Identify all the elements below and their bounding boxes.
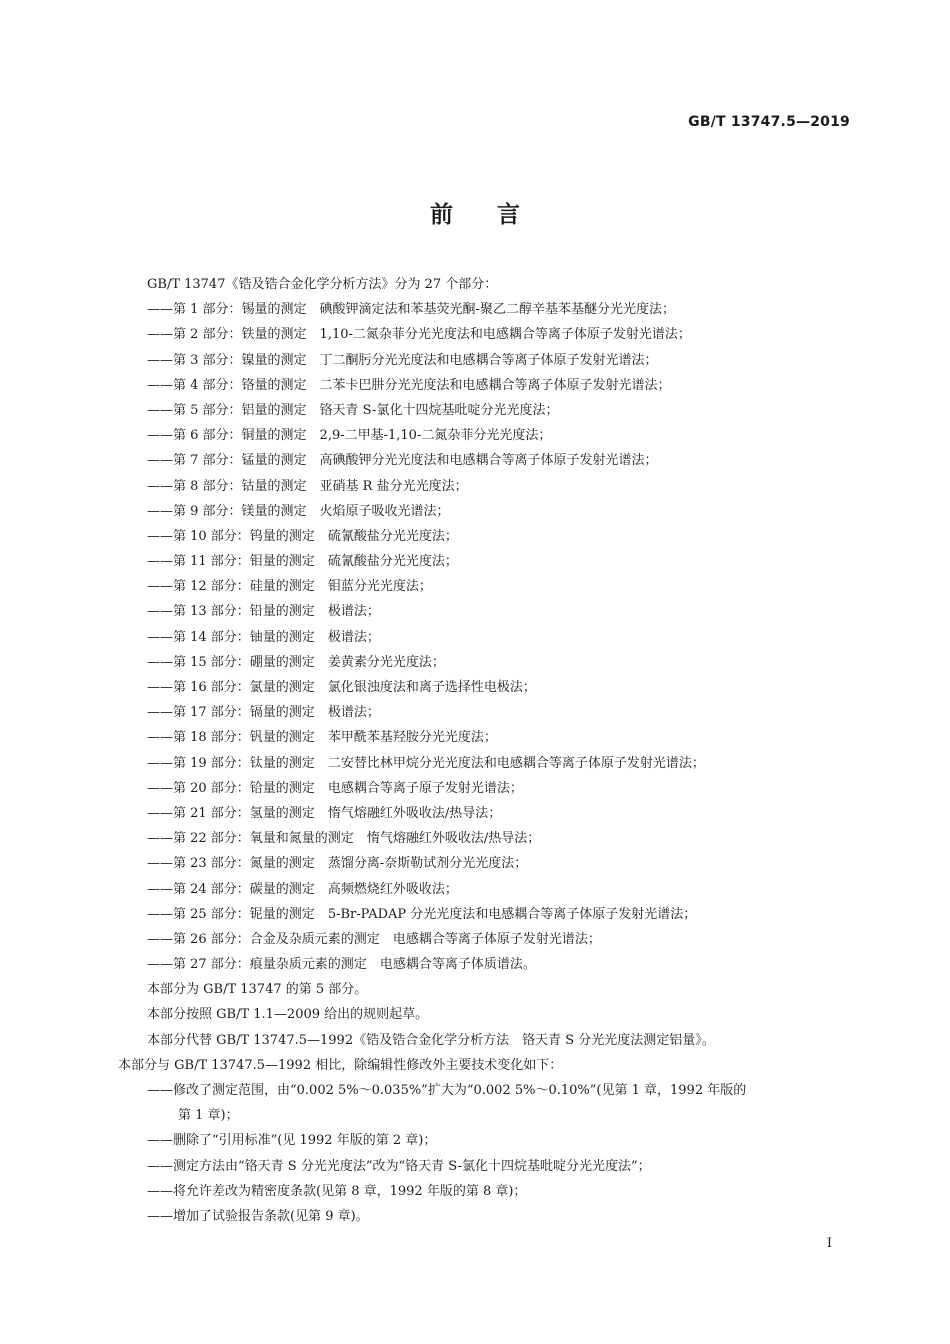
- change-item-range: ——修改了测定范围，由“0.002 5%～0.035%”扩大为“0.002 5%～0.10%”(见第 1 章，1992 年版的: [147, 1083, 747, 1098]
- part-label: ——第 5 部分：铝量的测定: [147, 402, 307, 418]
- part-list-item: [118, 348, 851, 373]
- part-label: ——第 8 部分：钴量的测定: [147, 478, 307, 494]
- replaces-statement-part-a: 本部分代替 GB/T 13747.5—1992《锆及锆合金化学分析方法: [147, 1032, 510, 1048]
- part-list-item: [118, 751, 851, 776]
- part-label: ——第 25 部分：铌量的测定: [147, 906, 315, 922]
- foreword-body: [118, 272, 851, 1229]
- part-label: ——第 14 部分：铀量的测定: [147, 629, 315, 645]
- intro-paragraph: GB/T 13747《锆及锆合金化学分析方法》分为 27 个部分：: [147, 277, 498, 292]
- change-item: ——将允许差改为精密度条款(见第 8 章，1992 年版的第 8 章)；: [147, 1183, 527, 1199]
- part-label: ——第 23 部分：氮量的测定: [147, 856, 315, 872]
- part-list-item: [118, 700, 851, 725]
- part-label: ——第 1 部分：锡量的测定: [147, 302, 307, 318]
- part-label: ——第 3 部分：镍量的测定: [147, 352, 307, 368]
- part-method: 1,10-二氮杂菲分光光度法和电感耦合等离子体原子发射光谱法；: [319, 327, 691, 343]
- page-title: 前言: [430, 202, 564, 228]
- part-method: 碘酸钾滴定法和苯基荧光酮-聚乙二醇辛基苯基醚分光光度法；: [319, 302, 675, 318]
- part-list-item: [118, 725, 851, 750]
- part-method: 5-Br-PADAP 分光光度法和电感耦合等离子体原子发射光谱法；: [327, 906, 697, 922]
- part-method: 电感耦合等离子体质谱法。: [379, 957, 536, 973]
- part-label: ——第 24 部分：碳量的测定: [147, 881, 315, 897]
- part-label: ——第 19 部分：钛量的测定: [147, 755, 315, 771]
- part-method: 二安替比林甲烷分光光度法和电感耦合等离子体原子发射光谱法；: [327, 755, 705, 771]
- part-method: 铬天青 S-氯化十四烷基吡啶分光光度法；: [319, 402, 559, 418]
- page-number: I: [826, 1236, 832, 1251]
- change-item: ——测定方法由“铬天青 S 分光光度法”改为“铬天青 S-氯化十四烷基吡啶分光光度法”；: [147, 1158, 651, 1174]
- part-method: 极谱法；: [327, 629, 380, 645]
- part-list-item: [118, 801, 851, 826]
- part-method: 丁二酮肟分光光度法和电感耦合等离子体原子发射光谱法；: [319, 352, 658, 368]
- part-method: 钼蓝分光光度法；: [327, 579, 432, 595]
- part-list-item: [118, 448, 851, 473]
- part-list-item: [118, 927, 851, 952]
- part-list-item: [118, 650, 851, 675]
- drafting-rules-statement: 本部分按照 GB/T 1.1—2009 给出的规则起草。: [147, 1007, 429, 1023]
- part-list-item: [118, 826, 851, 851]
- part-method: 亚硝基 R 盐分光光度法；: [319, 478, 468, 494]
- part-method: 惰气熔融红外吸收法/热导法；: [327, 805, 502, 821]
- part-list-item: [118, 851, 851, 876]
- part-of-statement: 本部分为 GB/T 13747 的第 5 部分。: [147, 982, 368, 998]
- part-method: 极谱法；: [327, 705, 380, 721]
- part-label: ——第 13 部分：铅量的测定: [147, 604, 315, 620]
- part-list-item: [118, 322, 851, 347]
- part-label: ——第 4 部分：铬量的测定: [147, 377, 307, 393]
- part-list-item: [118, 599, 851, 624]
- parts-list: [118, 297, 851, 977]
- part-list-item: [118, 902, 851, 927]
- part-list-item: [118, 625, 851, 650]
- part-list-item: [118, 499, 851, 524]
- part-label: ——第 26 部分：合金及杂质元素的测定: [147, 931, 380, 947]
- replaces-statement-part-b: 铬天青 S 分光光度法测定铝量》。: [522, 1032, 715, 1048]
- part-method: 2,9-二甲基-1,10-二氮杂菲分光光度法；: [319, 428, 552, 444]
- part-list-item: [118, 373, 851, 398]
- part-method: 二苯卡巴肼分光光度法和电感耦合等离子体原子发射光谱法；: [319, 377, 671, 393]
- part-label: ——第 10 部分：钨量的测定: [147, 528, 315, 544]
- part-method: 蒸馏分离-奈斯勒试剂分光光度法；: [327, 856, 528, 872]
- part-label: ——第 7 部分：锰量的测定: [147, 453, 307, 469]
- part-method: 姜黄素分光光度法；: [327, 654, 445, 670]
- standard-code: GB/T 13747.5—2019: [688, 114, 850, 130]
- part-list-item: [118, 549, 851, 574]
- part-method: 高频燃烧红外吸收法；: [327, 881, 458, 897]
- comparison-statement: 本部分与 GB/T 13747.5—1992 相比，除编辑性修改外主要技术变化如下：: [118, 1057, 563, 1073]
- part-label: ——第 12 部分：硅量的测定: [147, 579, 315, 595]
- part-method: 高碘酸钾分光光度法和电感耦合等离子体原子发射光谱法；: [319, 453, 658, 469]
- part-label: ——第 6 部分：铜量的测定: [147, 428, 307, 444]
- part-method: 硫氰酸盐分光光度法；: [327, 528, 458, 544]
- part-label: ——第 15 部分：硼量的测定: [147, 654, 315, 670]
- part-method: 氯化银浊度法和离子选择性电极法；: [327, 680, 536, 695]
- part-method: 苯甲酰苯基羟胺分光光度法；: [327, 730, 497, 746]
- part-method: 极谱法；: [327, 604, 380, 620]
- part-list-item: [118, 297, 851, 322]
- part-list-item: [118, 877, 851, 902]
- part-label: ——第 21 部分：氢量的测定: [147, 805, 315, 821]
- part-list-item: [118, 776, 851, 801]
- part-list-item: [118, 675, 851, 700]
- part-method: 火焰原子吸收光谱法；: [319, 503, 450, 519]
- part-method: 电感耦合等离子体原子发射光谱法；: [392, 931, 601, 947]
- part-list-item: [118, 524, 851, 549]
- change-item-range-continued: 第 1 章)；: [178, 1108, 239, 1124]
- part-list-item: [118, 423, 851, 448]
- part-label: ——第 11 部分：钼量的测定: [147, 554, 315, 570]
- part-method: 硫氰酸盐分光光度法；: [327, 554, 458, 570]
- change-item: ——增加了试验报告条款(见第 9 章)。: [147, 1208, 369, 1224]
- part-list-item: [118, 398, 851, 423]
- part-list-item: [118, 474, 851, 499]
- part-label: ——第 2 部分：铁量的测定: [147, 327, 307, 343]
- change-item: ——删除了“引用标准”(见 1992 年版的第 2 章)；: [147, 1133, 437, 1149]
- part-label: ——第 27 部分：痕量杂质元素的测定: [147, 957, 367, 973]
- part-method: 惰气熔融红外吸收法/热导法；: [366, 831, 541, 847]
- part-list-item: [118, 952, 851, 977]
- part-list-item: [118, 574, 851, 599]
- part-label: ——第 18 部分：钒量的测定: [147, 730, 315, 746]
- part-label: ——第 16 部分：氯量的测定: [147, 680, 315, 695]
- part-label: ——第 22 部分：氧量和氮量的测定: [147, 831, 354, 847]
- part-label: ——第 20 部分：铪量的测定: [147, 780, 315, 796]
- part-method: 电感耦合等离子原子发射光谱法；: [327, 780, 523, 796]
- replaces-statement: [118, 1028, 851, 1053]
- part-label: ——第 17 部分：镉量的测定: [147, 705, 315, 721]
- part-label: ——第 9 部分：镁量的测定: [147, 503, 307, 519]
